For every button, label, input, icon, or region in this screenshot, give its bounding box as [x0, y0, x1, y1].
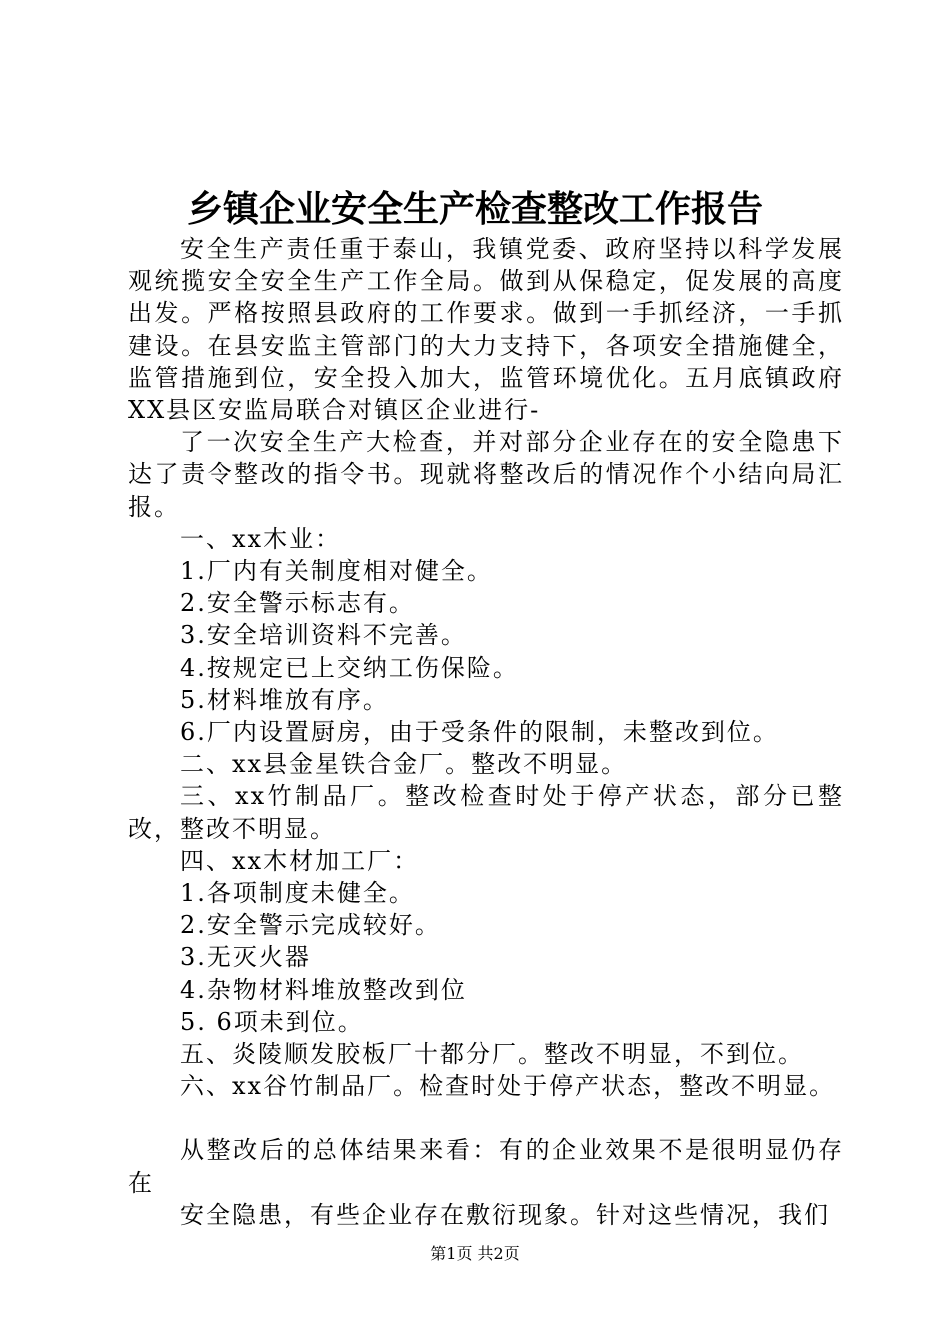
list-item: 1.各项制度未健全。	[180, 879, 415, 908]
list-item: 6.厂内设置厨房，由于受条件的限制，未整改到位。	[180, 718, 779, 747]
document-body	[128, 233, 844, 1231]
list-item: 2.安全警示完成较好。	[180, 911, 441, 940]
list-item: 2.安全警示标志有。	[180, 589, 415, 618]
list-item: 1.厂内有关制度相对健全。	[180, 557, 493, 586]
document-title: 乡镇企业安全生产检查整改工作报告	[186, 188, 763, 230]
paragraph-section-three: 三、xx竹制品厂。整改检查时处于停产状态，部分已整改，整改不明显。	[128, 782, 844, 843]
paragraph-intro: 安全生产责任重于泰山，我镇党委、政府坚持以科学发展观统揽安全安全生产工作全局。做到从保稳定，促发展的高度出发。严格按照县政府的工作要求。做到一手抓经济，一手抓建设。在县安监主管部门的大力支持下，各项安全措施健全，监管措施到位，安全投入加大，监管环境优化。五月底镇政府XX县区安监局联合对镇区企业进行-	[128, 235, 844, 425]
list-item: 5.材料堆放有序。	[180, 685, 389, 714]
page-footer: 第1页 共2页	[430, 1244, 520, 1263]
list-item: 4.按规定已上交纳工伤保险。	[180, 653, 519, 682]
list-item: 3.无灭火器	[180, 943, 311, 972]
list-item: 四、xx木材加工厂：	[180, 846, 420, 875]
list-item: 六、xx谷竹制品厂。检查时处于停产状态，整改不明显。	[180, 1072, 836, 1101]
paragraph-summary-continued: 安全隐患，有些企业存在敷衍现象。针对这些情况，我们	[180, 1200, 830, 1229]
list-item: 3.安全培训资料不完善。	[180, 621, 467, 650]
paragraph-summary: 从整改后的总体结果来看：有的企业效果不是很明显仍存在	[128, 1136, 844, 1197]
paragraph-inspection: 了一次安全生产大检查，并对部分企业存在的安全隐患下达了责令整改的指令书。现就将整改后的情况作个小结向局汇报。	[128, 428, 844, 521]
list-item: 一、xx木业：	[180, 524, 342, 553]
list-item: 二、xx县金星铁合金厂。整改不明显。	[180, 750, 628, 779]
list-item: 4.杂物材料堆放整改到位	[180, 975, 467, 1004]
list-item: 5. 6项未到位。	[180, 1007, 364, 1036]
blank-line	[128, 1102, 844, 1134]
list-item: 五、炎陵顺发胶板厂十都分厂。整改不明显，不到位。	[180, 1040, 804, 1069]
